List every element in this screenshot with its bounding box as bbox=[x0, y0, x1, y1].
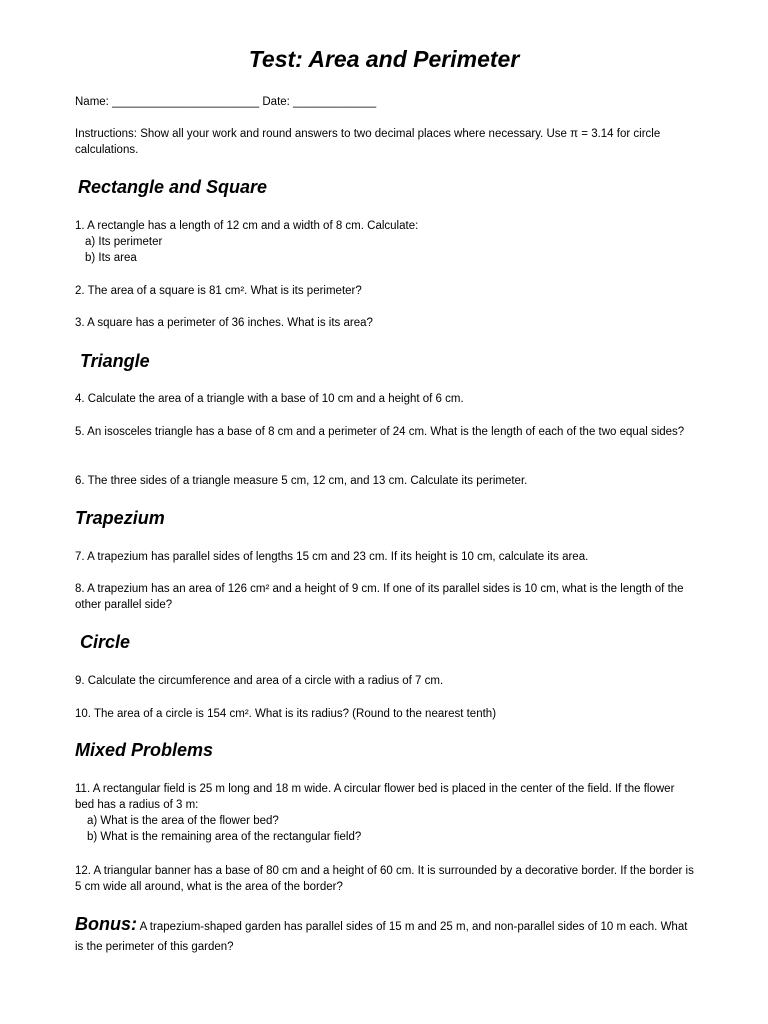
question-1b: b) Its area bbox=[85, 252, 137, 264]
question-11b: b) What is the remaining area of the rectangular field? bbox=[87, 831, 362, 843]
page-title: Test: Area and Perimeter bbox=[248, 46, 520, 72]
question-7: 7. A trapezium has parallel sides of lengths 15 cm and 23 cm. If its height is 10 cm, calculate its area. bbox=[75, 551, 589, 563]
question-11a: a) What is the area of the flower bed? bbox=[87, 815, 279, 827]
question-11 bbox=[75, 781, 695, 845]
question-11-text: 11. A rectangular field is 25 m long and 18 m wide. A circular flower bed is placed in the center of the field. If the flower bed has a radius of 3 m: bbox=[75, 783, 675, 811]
question-3: 3. A square has a perimeter of 36 inches. What is its area? bbox=[75, 317, 373, 329]
instructions: Instructions: Show all your work and round answers to two decimal places where necessary. Use π = 3.14 for circle calculations. bbox=[75, 128, 661, 156]
question-12: 12. A triangular banner has a base of 80 cm and a height of 60 cm. It is surrounded by a decorative border. If the border is 5 cm wide all around, what is the area of the border? bbox=[75, 865, 694, 893]
bonus-label: Bonus: bbox=[75, 914, 137, 934]
section-heading-trapezium: Trapezium bbox=[75, 508, 165, 528]
question-2: 2. The area of a square is 81 cm². What is its perimeter? bbox=[75, 285, 362, 297]
question-4: 4. Calculate the area of a triangle with a base of 10 cm and a height of 6 cm. bbox=[75, 393, 464, 405]
question-9: 9. Calculate the circumference and area of a circle with a radius of 7 cm. bbox=[75, 675, 444, 687]
section-heading-rectangle: Rectangle and Square bbox=[78, 177, 268, 197]
bonus-text: A trapezium-shaped garden has parallel sides of 15 m and 25 m, and non-parallel sides of 10 m each. What is the perimeter of this garden? bbox=[75, 921, 688, 953]
question-1a: a) Its perimeter bbox=[85, 236, 163, 248]
question-1 bbox=[75, 218, 695, 266]
question-1-text: 1. A rectangle has a length of 12 cm and a width of 8 cm. Calculate: bbox=[75, 220, 419, 232]
name-date-line: Name: _______________________ Date: _____________ bbox=[75, 96, 377, 108]
question-6: 6. The three sides of a triangle measure 5 cm, 12 cm, and 13 cm. Calculate its perimeter. bbox=[75, 475, 528, 487]
section-heading-circle: Circle bbox=[80, 632, 131, 652]
question-5: 5. An isosceles triangle has a base of 8 cm and a perimeter of 24 cm. What is the length of each of the two equal sides? bbox=[75, 426, 685, 438]
question-10: 10. The area of a circle is 154 cm². What is its radius? (Round to the nearest tenth) bbox=[75, 708, 497, 720]
question-8: 8. A trapezium has an area of 126 cm² and a height of 9 cm. If one of its parallel sides is 10 cm, what is the length of the other parallel side? bbox=[75, 583, 684, 611]
section-heading-triangle: Triangle bbox=[80, 351, 150, 371]
bonus-question bbox=[75, 914, 695, 957]
section-heading-mixed: Mixed Problems bbox=[75, 740, 214, 760]
